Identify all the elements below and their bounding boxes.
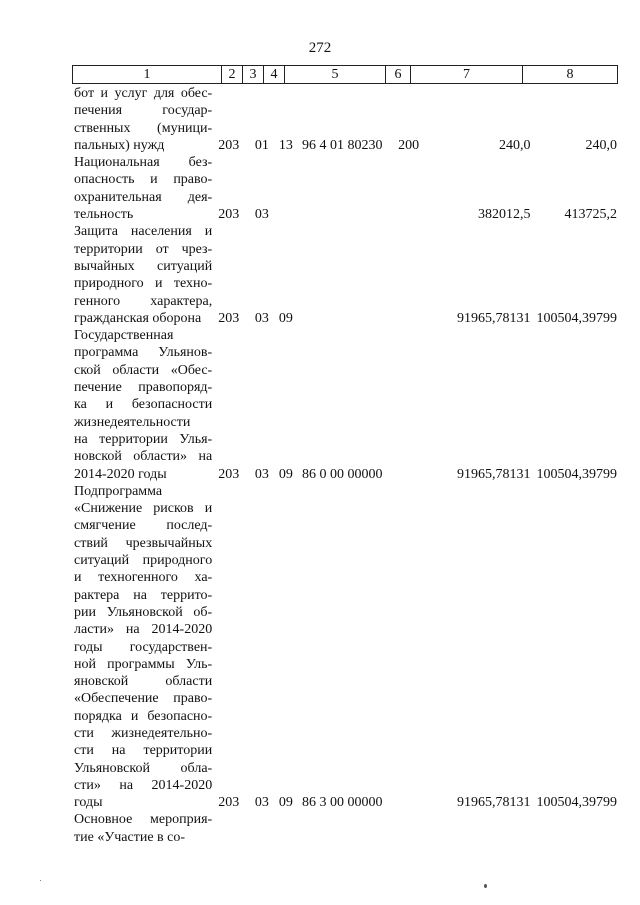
description-line: порядка и безопасно- [74, 708, 213, 724]
description-line: Национальная без- [74, 155, 213, 171]
section-code: 203 [218, 137, 240, 153]
table-row [72, 154, 617, 223]
description-line: рии Ульяновской об- [74, 604, 213, 620]
description-line: новской области» на [74, 449, 213, 465]
amount-year-2: 240,0 [585, 137, 617, 153]
subsection-code: 03 [254, 207, 269, 223]
amount-year-2: 100504,39799 [536, 466, 617, 482]
column-header-5: 5 [285, 66, 386, 84]
page-number: 272 [308, 40, 332, 56]
description-line: ласти» на 2014-2020 [74, 622, 213, 638]
amount-year-1: 382012,5 [478, 207, 531, 223]
expense-type-code: 200 [398, 137, 420, 153]
description-line: тельность [74, 207, 134, 223]
section-code: 203 [218, 207, 240, 223]
description-line: «Обеспечение право- [74, 691, 213, 707]
description-line: рактера на террито- [74, 587, 213, 603]
section-code: 203 [218, 466, 240, 482]
article-code: 09 [278, 310, 293, 326]
row-description [72, 85, 212, 154]
description-line: годы государствен- [74, 639, 213, 655]
scan-speck [484, 884, 487, 888]
table-row [72, 223, 617, 327]
row-description [72, 327, 212, 483]
description-line: ственных (муници- [74, 120, 213, 136]
article-code: 13 [278, 137, 293, 153]
description-line: Подпрограмма [74, 483, 163, 499]
article-code: 09 [278, 466, 293, 482]
description-line: ситуаций природного [74, 553, 213, 569]
description-line: ной программы Уль- [74, 656, 213, 672]
subsection-code: 03 [254, 310, 269, 326]
amount-year-1: 91965,78131 [457, 466, 531, 482]
subsection-code: 03 [254, 795, 269, 811]
description-line: сти жизнедеятельно- [74, 725, 213, 741]
column-header-1: 1 [73, 66, 222, 84]
amount-year-2: 413725,2 [564, 207, 617, 223]
row-description [72, 483, 212, 812]
description-line: тие «Участие в со- [74, 829, 186, 845]
description-line: на территории Улья- [74, 431, 213, 447]
description-line: пальных) нужд [74, 137, 165, 153]
description-line: сти на территории [74, 743, 213, 759]
description-line: ской области «Обес- [74, 362, 213, 378]
description-line: генного характера, [74, 293, 213, 309]
column-header-7: 7 [411, 66, 523, 84]
description-line: смягчение послед- [74, 518, 213, 534]
amount-year-2: 100504,39799 [536, 310, 617, 326]
description-line: годы [74, 795, 103, 811]
description-line: бот и услуг для обес- [74, 86, 213, 101]
description-line: «Снижение рисков и [74, 501, 213, 517]
table-row [72, 85, 617, 154]
description-line: ствий чрезвычайных [74, 535, 213, 551]
description-line: опасность и право- [74, 172, 213, 188]
column-header-2: 2 [222, 66, 243, 84]
article-code: 09 [278, 795, 293, 811]
description-line: яновской области [74, 674, 213, 690]
description-line: гражданская оборона [74, 310, 202, 326]
table-row [72, 327, 617, 483]
section-code: 203 [218, 795, 240, 811]
subsection-code: 01 [254, 137, 269, 153]
column-header-8: 8 [523, 66, 618, 84]
table-row [72, 811, 617, 846]
description-line: вычайных ситуаций [74, 258, 213, 274]
column-header-6: 6 [386, 66, 411, 84]
target-article-code: 86 0 00 00000 [302, 466, 383, 482]
description-line: программа Ульянов- [74, 345, 213, 361]
column-header-4: 4 [264, 66, 285, 84]
scan-speck [40, 880, 41, 881]
target-article-code: 86 3 00 00000 [302, 795, 383, 811]
description-line: сти» на 2014-2020 [74, 777, 213, 793]
description-line: природного и техно- [74, 276, 213, 292]
description-line: охранительная дея- [74, 189, 213, 205]
description-line: жизнедеятельности [74, 414, 191, 430]
amount-year-2: 100504,39799 [536, 795, 617, 811]
description-line: территории от чрез- [74, 241, 213, 257]
column-header-table [72, 65, 618, 84]
budget-table-body [72, 85, 617, 846]
amount-year-1: 91965,78131 [457, 795, 531, 811]
description-line: Ульяновской обла- [74, 760, 213, 776]
row-description [72, 154, 212, 223]
description-line: Защита населения и [74, 224, 213, 240]
description-line: 2014-2020 годы [74, 466, 167, 482]
table-row [72, 483, 617, 812]
description-line: ка и безопасности [74, 397, 213, 413]
subsection-code: 03 [254, 466, 269, 482]
description-line: Основное мероприя- [74, 812, 213, 828]
amount-year-1: 240,0 [499, 137, 531, 153]
description-line: печение правопоряд- [74, 380, 213, 396]
description-line: и техногенного ха- [74, 570, 213, 586]
amount-year-1: 91965,78131 [457, 310, 531, 326]
column-header-row [73, 66, 618, 84]
row-description [72, 223, 212, 327]
column-header-3: 3 [243, 66, 264, 84]
description-line: Государственная [74, 328, 174, 344]
target-article-code: 96 4 01 80230 [302, 137, 383, 153]
description-line: печения государ- [74, 103, 213, 119]
row-description [72, 811, 212, 846]
section-code: 203 [218, 310, 240, 326]
